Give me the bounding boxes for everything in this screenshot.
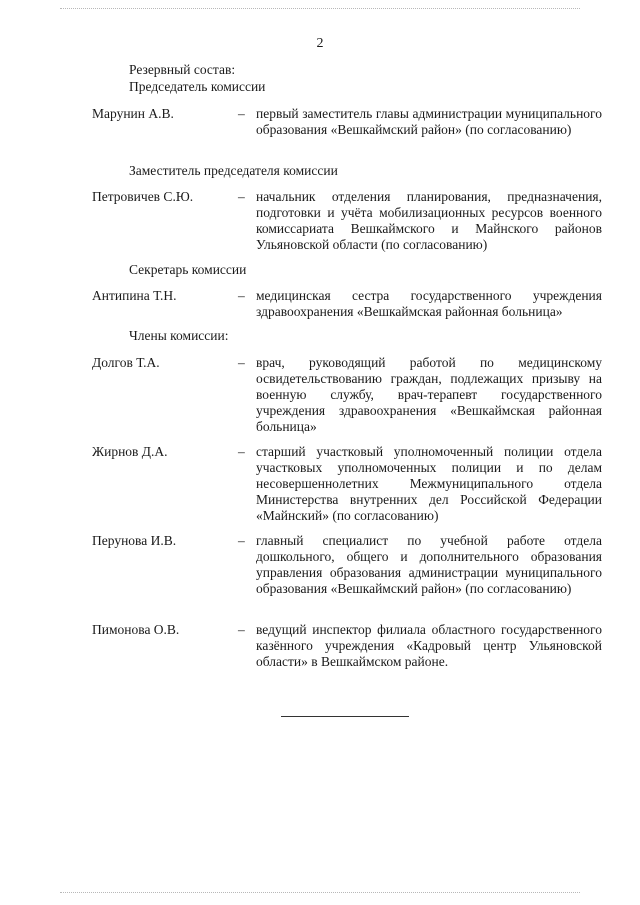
member-name: Перунова И.В. [92,533,177,548]
member-name: Марунин А.В. [92,106,174,121]
member-description: ведущий инспектор филиала областного государственного казённого учреждения «Кадровый центр Ульяновской области» в Вешкаймском районе. [256,622,602,669]
member-dash: – [238,288,245,303]
member-entry [92,189,602,253]
member-dash: – [238,189,245,204]
scan-artifact-bottom [60,892,580,893]
section-title-deputy: Заместитель председателя комиссии [129,163,338,178]
member-name: Петровичев С.Ю. [92,189,194,204]
member-description: медицинская сестра государственного учреждения здравоохранения «Вешкаймская районная больница» [256,288,602,319]
member-description: начальник отделения планирования, предназначения, подготовки и учёта мобилизационных ресурсов военного комиссариата Вешкаймского и Майнского районов Ульяновской области (по согласованию) [256,189,602,252]
member-entry [92,622,602,670]
section-title-chairman: Председатель комиссии [129,79,266,94]
member-entry [92,288,602,320]
member-entry [92,533,602,613]
reserve-heading: Резервный состав: [129,62,236,77]
section-title-members: Члены комиссии: [129,328,229,343]
member-entry [92,355,602,435]
member-description: старший участковый уполномоченный полиции отдела участковых уполномоченных полиции и по делам несовершеннолетних Межмуниципального отдела Министерства внутренних дел Российской Федерации «Майнский» (по согласованию) [256,444,602,523]
member-entry [92,444,602,524]
page-number: 2 [316,36,324,51]
member-name: Антипина Т.Н. [92,288,177,303]
member-name: Жирнов Д.А. [92,444,168,459]
member-dash: – [238,355,245,370]
member-dash: – [238,106,245,121]
section-title-secretary: Секретарь комиссии [129,262,247,277]
member-name: Пимонова О.В. [92,622,180,637]
closing-divider [281,716,409,717]
scan-artifact-top [60,8,580,9]
member-entry [92,106,602,154]
member-dash: – [238,622,245,637]
member-description: врач, руководящий работой по медицинскому освидетельствованию граждан, подлежащих призыву на военную службу, врач-терапевт государственного учреждения здравоохранения «Вешкаймская районная больница» [256,355,602,434]
member-dash: – [238,444,245,459]
member-description: первый заместитель главы администрации муниципального образования «Вешкаймский район» (по согласованию) [256,106,602,137]
member-name: Долгов Т.А. [92,355,160,370]
member-description: главный специалист по учебной работе отдела дошкольного, общего и дополнительного образования управления образования администрации муниципального образования «Вешкаймский район» (по согласованию) [256,533,602,596]
member-dash: – [238,533,245,548]
